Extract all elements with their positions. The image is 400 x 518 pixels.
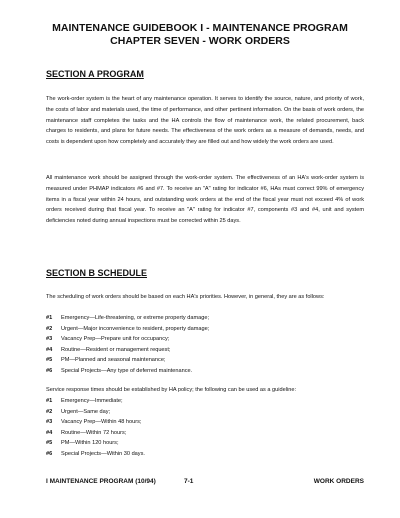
list-item — [46, 428, 364, 439]
list-number: #4 — [46, 429, 53, 436]
list-text: PM—Planned and seasonal maintenance; — [61, 357, 166, 364]
page-number: 7-1 — [184, 478, 194, 485]
list-item — [46, 313, 364, 324]
list-item — [46, 355, 364, 366]
list-text: Routine—Within 72 hours; — [61, 429, 127, 436]
list-text: PM—Within 120 hours; — [61, 440, 119, 447]
section-a-heading: SECTION A PROGRAM — [46, 69, 144, 79]
list-number: #1 — [46, 398, 53, 404]
list-item — [46, 438, 364, 449]
priority-list — [46, 313, 364, 377]
list-item — [46, 334, 364, 345]
list-text: Routine—Resident or management request; — [61, 346, 171, 353]
list-item — [46, 449, 364, 460]
list-text: Emergency—Life-threatening, or extreme property damage; — [61, 315, 209, 321]
footer-right: WORK ORDERS — [313, 478, 364, 485]
section-a-paragraph-2: All maintenance work should be assigned through the work-order system. The effectiveness of an HA's work-order system is measured under PHMAP indicators #6 and #7. To receive an "A" rating for indicator #6, HAs must correct 99% of emergency items in a fiscal year within 24 hours, and outstanding work orders at the end of the fiscal year must not exceed 4% of work orders received during that fiscal year. To receive an "A" rating for indicator #7, components #3 and #4, unit and system deficiencies noted during annual inspections must be corrected within 25 days. — [46, 175, 364, 225]
list-text: Urgent—Same day; — [61, 408, 111, 415]
list-number: #4 — [46, 346, 53, 353]
list-number: #3 — [46, 419, 53, 426]
section-a-paragraph-1: The work-order system is the heart of any maintenance operation. It serves to identify the source, nature, and priority of work, the costs of labor and materials used, the time of performance, and other pertinent information. On the basis of work orders, the maintenance staff completes the tasks and the HA controls the flow of maintenance work, the related procurement, back charges to residents, and plans for future needs. The effectiveness of the work orders as a measure of demands, needs, and costs is dependent upon how completely and accurately they are filled out and how widely the work orders are used. — [46, 96, 364, 146]
list-item — [46, 396, 364, 407]
response-times-list — [46, 396, 364, 460]
section-b-intro: The scheduling of work orders should be based on each HA's priorities. However, in general, they are as follows: — [46, 294, 325, 300]
list-number: #5 — [46, 440, 53, 447]
chapter-title: CHAPTER SEVEN - WORK ORDERS — [110, 35, 290, 47]
list-item — [46, 417, 364, 428]
list-item — [46, 407, 364, 418]
list-text: Emergency—Immediate; — [61, 398, 123, 404]
list-item — [46, 345, 364, 356]
list-number: #1 — [46, 315, 53, 321]
list-text: Special Projects—Within 30 days. — [61, 450, 145, 457]
list-text: Urgent—Major inconvenience to resident, property damage; — [61, 325, 210, 332]
footer-left: I MAINTENANCE PROGRAM (10/94) — [46, 478, 156, 485]
list-number: #6 — [46, 450, 53, 457]
list-number: #5 — [46, 357, 53, 364]
list-number: #3 — [46, 336, 53, 343]
response-times-intro: Service response times should be established by HA policy; the following can be used as a guideline: — [46, 387, 297, 393]
list-number: #2 — [46, 408, 53, 415]
list-text: Vacancy Prep—Within 48 hours; — [61, 419, 142, 426]
list-number: #6 — [46, 367, 53, 374]
page-title: MAINTENANCE GUIDEBOOK I - MAINTENANCE PROGRAM — [52, 22, 348, 34]
list-number: #2 — [46, 325, 53, 332]
list-item — [46, 324, 364, 335]
list-item — [46, 366, 364, 377]
section-b-heading: SECTION B SCHEDULE — [46, 268, 148, 278]
list-text: Special Projects—Any type of deferred maintenance. — [61, 367, 193, 374]
list-text: Vacancy Prep—Prepare unit for occupancy; — [61, 336, 170, 343]
